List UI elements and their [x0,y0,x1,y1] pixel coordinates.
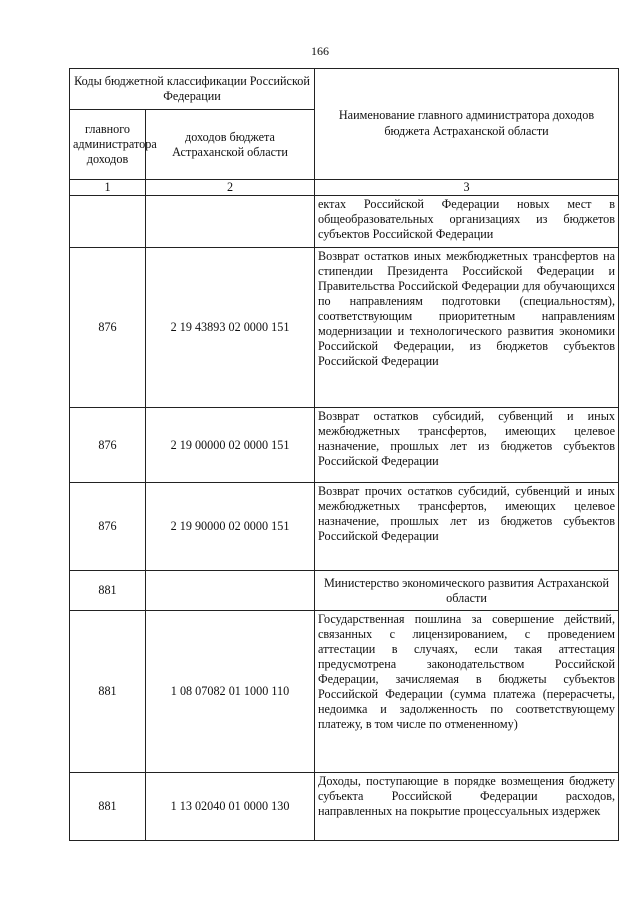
income-name: Возврат остатков иных межбюджетных трансфертов на стипендии Президента Российской Федерации и Правительства Российской Федерации для обучающихся по направлениям подготовки (специальностям), соответствующим приоритетным направлениям модернизации и технологического развития экономики Российской Федерации, из бюджетов субъектов Российской Федерации [315,248,619,408]
income-code [146,196,315,248]
header-col1: главного администратора доходов [70,110,146,180]
table-row [70,483,619,571]
admin-code [70,196,146,248]
column-number-row [70,180,619,196]
table-row [70,408,619,483]
admin-code: 876 [70,408,146,483]
admin-code: 881 [70,611,146,773]
table-row [70,773,619,841]
income-code: 2 19 90000 02 0000 151 [146,483,315,571]
ministry-row [70,571,619,611]
admin-code: 876 [70,483,146,571]
budget-classification-table [69,68,619,841]
header-col3: Наименование главного администратора доходов бюджета Астраханской области [315,69,619,180]
header-group-title: Коды бюджетной классификации Российской Федерации [70,69,315,110]
income-code: 1 08 07082 01 1000 110 [146,611,315,773]
header-row-top [70,69,619,110]
income-name: Государственная пошлина за совершение действий, связанных с лицензированием, с проведением аттестации в случаях, если такая аттестация предусмотрена законодательством Российской Федерации, зачисляемая в бюджеты субъектов Российской Федерации (сумма платежа (перерасчеты, недоимка и задолженность по соответствующему платежу, в том числе по отмененному) [315,611,619,773]
admin-code: 881 [70,773,146,841]
income-code: 2 19 00000 02 0000 151 [146,408,315,483]
income-code: 2 19 43893 02 0000 151 [146,248,315,408]
header-col2: доходов бюджета Астраханской области [146,110,315,180]
ministry-name: Министерство экономического развития Астраханской области [315,571,619,611]
table-row [70,196,619,248]
page-number: 166 [311,44,329,58]
income-name: ектах Российской Федерации новых мест в общеобразовательных организациях из бюджетов субъектов Российской Федерации [315,196,619,248]
admin-code: 881 [70,571,146,611]
admin-code: 876 [70,248,146,408]
table-row [70,248,619,408]
column-number: 3 [315,180,619,196]
column-number: 2 [146,180,315,196]
income-name: Доходы, поступающие в порядке возмещения бюджету субъекта Российской Федерации расходов, направленных на покрытие процессуальных издержек [315,773,619,841]
income-name: Возврат остатков субсидий, субвенций и иных межбюджетных трансфертов, имеющих целевое назначение, прошлых лет из бюджетов субъектов Российской Федерации [315,408,619,483]
income-code [146,571,315,611]
income-name: Возврат прочих остатков субсидий, субвенций и иных межбюджетных трансфертов, имеющих целевое назначение, прошлых лет из бюджетов субъектов Российской Федерации [315,483,619,571]
table-row [70,611,619,773]
column-number: 1 [70,180,146,196]
income-code: 1 13 02040 01 0000 130 [146,773,315,841]
